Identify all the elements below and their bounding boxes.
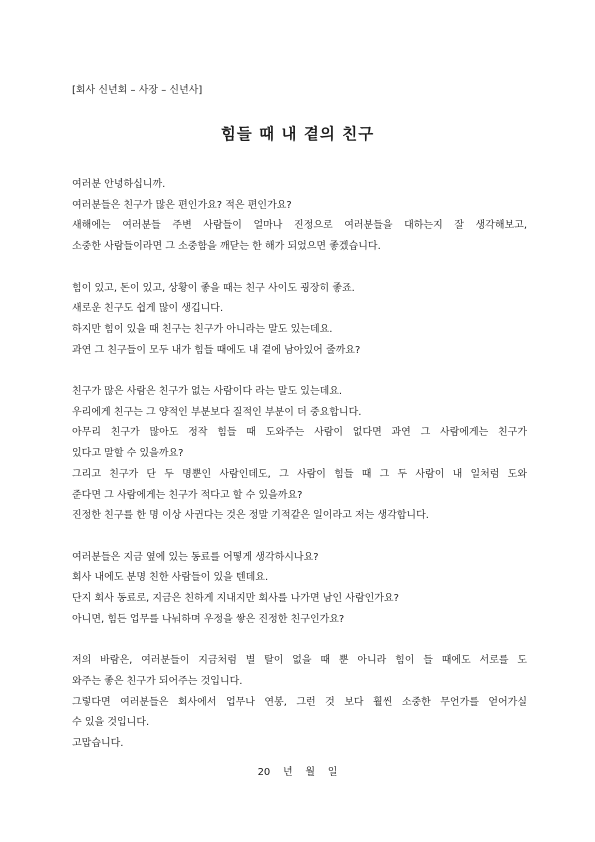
speech-line: 여러분들은 친구가 많은 편인가요? 적은 편인가요? (72, 199, 292, 211)
speech-line: 회사 내에도 분명 친한 사람들이 있을 텐데요. (72, 572, 269, 584)
date-line: 20 년 월 일 (257, 767, 338, 778)
speech-paragraph (72, 175, 527, 258)
speech-line: 준다면 그 사람에게는 친구가 적다고 할 수 있을까요? (72, 489, 303, 501)
speech-line: 아무리 친구가 많아도 정작 힘들 때 도와주는 사람이 없다면 과연 그 사람에게는 친구가 (72, 427, 527, 439)
speech-line: 있다고 말할 수 있을까요? (72, 448, 184, 460)
speech-line: 와주는 좋은 친구가 되어주는 것입니다. (72, 675, 243, 687)
speech-line: 친구가 많은 사람은 친구가 없는 사람이다 라는 말도 있는데요. (72, 386, 343, 397)
speech-line: 새로운 친구도 쉽게 많이 생깁니다. (72, 303, 224, 315)
speech-line: 하지만 힘이 있을 때 친구는 친구가 아니라는 말도 있는데요. (72, 323, 333, 335)
speech-paragraph (72, 279, 527, 362)
speech-line: 여러분 안녕하십니까. (72, 179, 166, 190)
speech-line: 아니면, 힘든 업무를 나눠하며 우정을 쌓은 진정한 친구인가요? (72, 613, 345, 625)
speech-line: 여러분들은 지금 옆에 있는 동료를 어떻게 생각하시나요? (72, 551, 319, 563)
speech-line: 우리에게 친구는 그 양적인 부분보다 질적인 부분이 더 중요합니다. (72, 406, 362, 418)
speech-body (72, 175, 527, 775)
speech-paragraph (72, 548, 527, 631)
speech-line: 저의 바람은, 여러분들이 지금처럼 별 탈이 없을 때 뿐 아니라 힘이 들 때에도 서로를 도 (72, 655, 527, 667)
speech-paragraph (72, 651, 527, 755)
speech-line: 진정한 친구를 한 명 이상 사귄다는 것은 정말 기적같은 일이라고 저는 생각합니다. (72, 510, 429, 522)
speech-line: 힘이 있고, 돈이 있고, 상황이 좋을 때는 친구 사이도 굉장히 좋죠. (72, 282, 355, 294)
speech-line: 고맙습니다. (72, 737, 124, 749)
speech-line: 그리고 친구가 단 두 명뿐인 사람인데도, 그 사람이 힘들 때 그 두 사람이 내 일처럼 도와 (72, 468, 527, 480)
speech-line: 그렇다면 여러분들은 회사에서 업무나 연봉, 그런 것 보다 훨씬 소중한 무언가를 얻어가실 (72, 696, 527, 708)
speech-paragraph (72, 382, 527, 527)
speech-line: 단지 회사 동료로, 지금은 친하게 지내지만 회사를 나가면 남인 사람인가요? (72, 593, 399, 605)
speech-line: 과연 그 친구들이 모두 내가 힘들 때에도 내 곁에 남아있어 줄까요? (72, 344, 361, 356)
speech-line: 소중한 사람들이라면 그 소중함을 깨닫는 한 해가 되었으면 좋겠습니다. (72, 241, 381, 253)
speech-line: 새해에는 여러분들 주변 사람들이 얼마나 진정으로 여러분들을 대하는지 잘 생각해보고, (72, 220, 527, 232)
document-title: 힘들 때 내 곁의 친구 (220, 125, 375, 143)
speech-line: 수 있을 것입니다. (72, 717, 150, 729)
document-header-tag: [회사 신년회 – 사장 – 신년사] (72, 85, 203, 96)
